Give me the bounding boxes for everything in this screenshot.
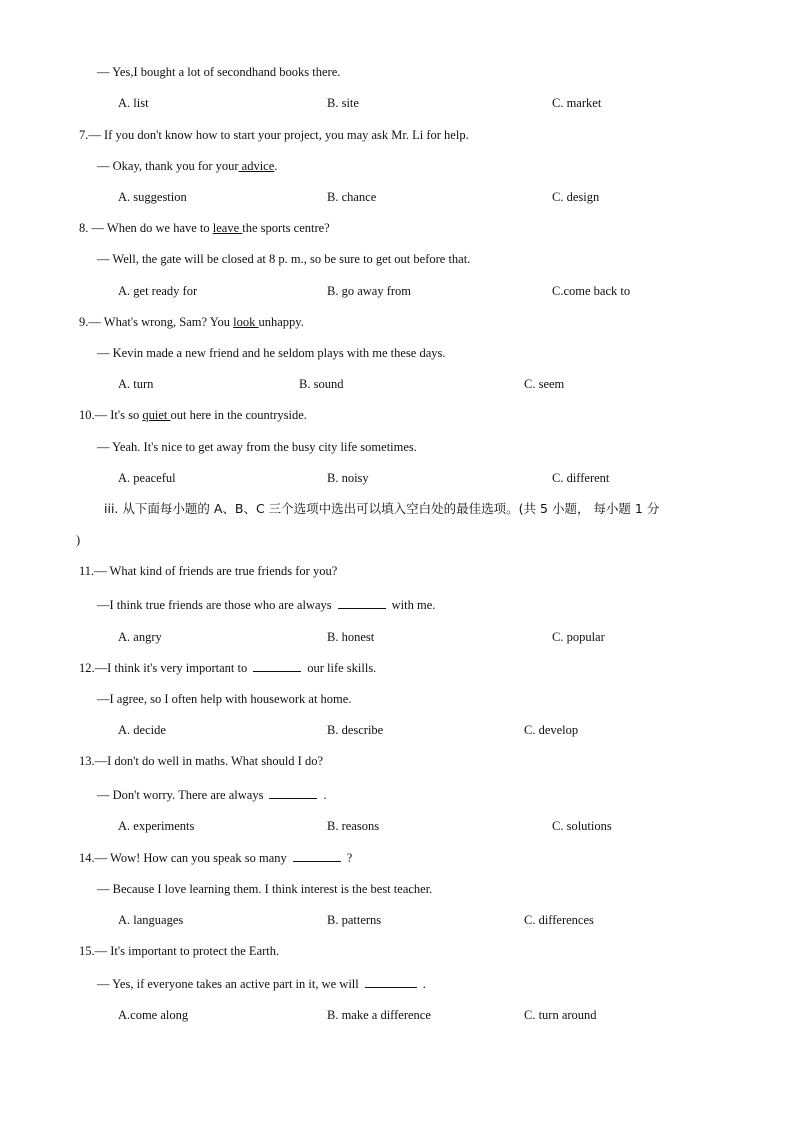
q11-answer-end: with me. (391, 598, 436, 612)
q12-question-end: our life skills. (307, 661, 377, 675)
q13-answer-text: — Don't worry. There are always (97, 788, 264, 802)
q15-blank[interactable] (365, 976, 417, 988)
q8-question (79, 220, 330, 236)
q14-question-text: 14.— Wow! How can you speak so many (79, 851, 287, 865)
q14-blank[interactable] (293, 850, 341, 862)
q13-answer-end: . (323, 788, 327, 802)
q10-question (79, 407, 307, 423)
q13-option-b[interactable]: B. reasons (327, 819, 380, 833)
q8-option-a[interactable]: A. get ready for (118, 284, 198, 298)
q15-option-b[interactable]: B. make a difference (327, 1008, 431, 1022)
q11-answer (97, 597, 435, 613)
q12-answer: —I agree, so I often help with housework at home. (97, 692, 352, 706)
q14-option-b[interactable]: B. patterns (327, 913, 382, 927)
q12-option-a[interactable]: A. decide (118, 723, 166, 737)
q15-option-a[interactable]: A.come along (118, 1008, 189, 1022)
q8-option-c[interactable]: C.come back to (552, 284, 631, 298)
q14-answer: — Because I love learning them. I think interest is the best teacher. (97, 882, 433, 896)
q11-answer-text: —I think true friends are those who are always (97, 598, 332, 612)
q9-question-end: unhappy. (258, 315, 304, 329)
q8-question-end: the sports centre? (242, 221, 330, 235)
q14-question (79, 850, 352, 866)
q8-underlined-word: leave (212, 221, 243, 235)
q11-blank[interactable] (338, 597, 386, 609)
q14-question-end: ? (346, 851, 353, 865)
q11-option-b[interactable]: B. honest (327, 630, 375, 644)
q13-option-a[interactable]: A. experiments (118, 819, 195, 833)
q15-question: 15.— It's important to protect the Earth. (79, 944, 280, 958)
q10-option-b[interactable]: B. noisy (327, 471, 369, 485)
q10-question-text: 10.— It's so (79, 408, 140, 422)
q13-blank[interactable] (269, 787, 317, 799)
q15-answer-end: . (422, 977, 426, 991)
q7-answer (97, 158, 277, 174)
q10-option-c[interactable]: C. different (552, 471, 610, 485)
q13-option-c[interactable]: C. solutions (552, 819, 612, 833)
q13-answer (97, 787, 327, 803)
q12-option-b[interactable]: B. describe (327, 723, 384, 737)
q7-option-c[interactable]: C. design (552, 190, 600, 204)
q7-underlined-word: advice (238, 159, 275, 173)
q12-option-c[interactable]: C. develop (524, 723, 579, 737)
q9-option-c[interactable]: C. seem (524, 377, 565, 391)
section-iii-instructions: iii. 从下面每小题的 A、B、C 三个选项中选出可以填入空白处的最佳选项。(共 5 小题， 每小题 1 分 (104, 501, 660, 516)
q10-question-end: out here in the countryside. (170, 408, 307, 422)
q9-option-b[interactable]: B. sound (299, 377, 344, 391)
q15-option-c[interactable]: C. turn around (524, 1008, 597, 1022)
q9-underlined-word: look (233, 315, 259, 329)
q7-question: 7.— If you don't know how to start your project, you may ask Mr. Li for help. (79, 128, 469, 142)
q8-question-text: 8. — When do we have to (79, 221, 210, 235)
q15-answer (97, 976, 426, 992)
q7-option-b[interactable]: B. chance (327, 190, 377, 204)
q14-option-a[interactable]: A. languages (118, 913, 184, 927)
q7-answer-end: . (274, 159, 278, 173)
q9-question (79, 314, 304, 330)
q12-blank[interactable] (253, 660, 301, 672)
q8-option-b[interactable]: B. go away from (327, 284, 412, 298)
q6-answer: — Yes,I bought a lot of secondhand books there. (97, 65, 341, 79)
q10-option-a[interactable]: A. peaceful (118, 471, 176, 485)
q10-answer: — Yeah. It's nice to get away from the busy city life sometimes. (97, 440, 417, 454)
q11-option-c[interactable]: C. popular (552, 630, 605, 644)
q6-option-c[interactable]: C. market (552, 96, 602, 110)
q9-question-text: 9.— What's wrong, Sam? You (79, 315, 230, 329)
q10-underlined-word: quiet (142, 408, 171, 422)
q12-question-text: 12.—I think it's very important to (79, 661, 248, 675)
q7-answer-text: — Okay, thank you for your (97, 159, 239, 173)
q7-option-a[interactable]: A. suggestion (118, 190, 187, 204)
q14-option-c[interactable]: C. differences (524, 913, 594, 927)
q9-answer: — Kevin made a new friend and he seldom plays with me these days. (97, 346, 446, 360)
q11-option-a[interactable]: A. angry (118, 630, 162, 644)
q9-option-a[interactable]: A. turn (118, 377, 154, 391)
section-iii-instructions-cont: ) (76, 533, 81, 547)
q8-answer: — Well, the gate will be closed at 8 p. m., so be sure to get out before that. (97, 252, 471, 266)
q15-answer-text: — Yes, if everyone takes an active part in it, we will (97, 977, 359, 991)
q13-question: 13.—I don't do well in maths. What should I do? (79, 754, 324, 768)
q6-option-b[interactable]: B. site (327, 96, 359, 110)
q11-question: 11.— What kind of friends are true friends for you? (79, 564, 338, 578)
q12-question (79, 660, 376, 676)
q6-option-a[interactable]: A. list (118, 96, 149, 110)
